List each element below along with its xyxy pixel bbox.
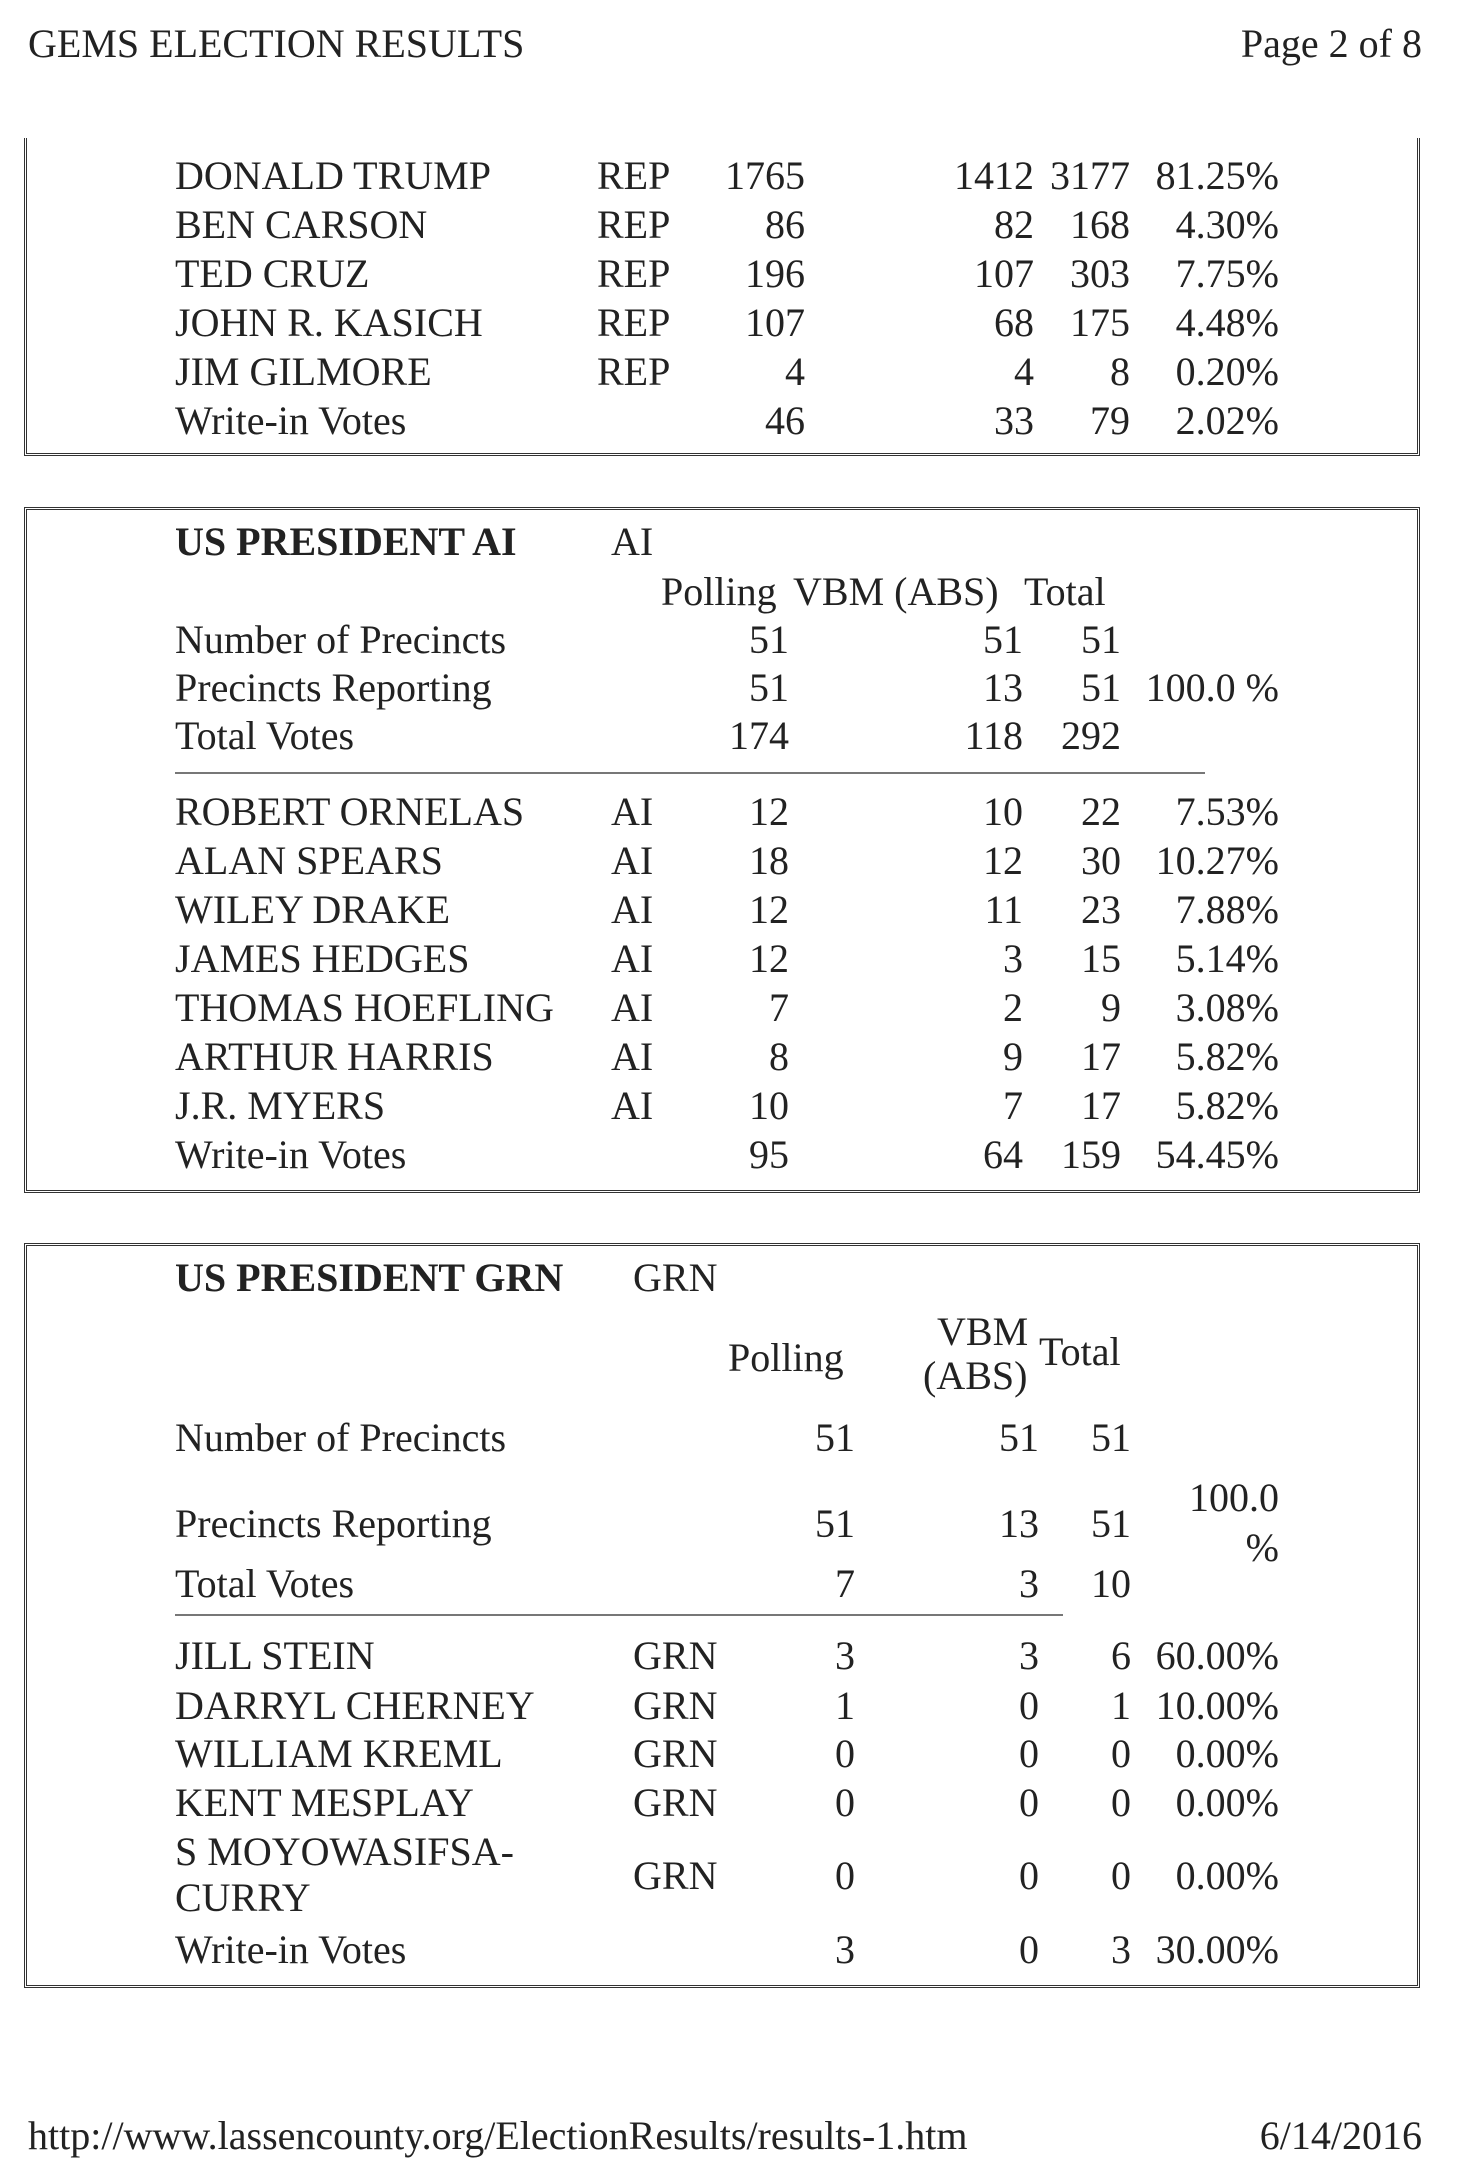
candidate-name: ROBERT ORNELAS: [175, 789, 525, 834]
candidate-party: AI: [611, 1083, 654, 1128]
stat-label: Precincts Reporting: [175, 1501, 492, 1546]
vbm-votes: 0: [1019, 1780, 1039, 1825]
table-row: [27, 1779, 1417, 1827]
total-votes: 9: [1101, 985, 1121, 1030]
vbm-votes: 33: [994, 398, 1034, 443]
rep-results-table: [24, 138, 1420, 456]
total-count: 51: [1091, 1501, 1131, 1546]
percent: 100.0 %: [1145, 665, 1279, 710]
polling-votes: 86: [765, 202, 805, 247]
total-votes: 79: [1090, 398, 1130, 443]
vote-percent: 5.82%: [1175, 1083, 1279, 1128]
candidate-name: J.R. MYERS: [175, 1083, 386, 1128]
polling-count: 51: [749, 665, 789, 710]
candidate-party: AI: [611, 838, 654, 883]
vbm-count: 51: [983, 617, 1023, 662]
polling-count: 51: [815, 1415, 855, 1460]
vbm-votes: 2: [1003, 985, 1023, 1030]
vbm-votes: 0: [1019, 1683, 1039, 1728]
polling-votes: 196: [745, 251, 805, 296]
vote-percent: 0.00%: [1175, 1731, 1279, 1776]
vote-percent: 4.48%: [1175, 300, 1279, 345]
section-party: AI: [611, 519, 654, 564]
table-row: [27, 1560, 1417, 1608]
vbm-votes: 68: [994, 300, 1034, 345]
vote-percent: 2.02%: [1175, 398, 1279, 443]
candidate-party: GRN: [633, 1683, 718, 1728]
candidate-name: WILEY DRAKE: [175, 887, 451, 932]
polling-votes: 0: [835, 1780, 855, 1825]
candidate-party: GRN: [633, 1853, 718, 1898]
candidate-party: REP: [597, 153, 671, 198]
vote-percent: 54.45%: [1155, 1132, 1279, 1177]
stat-label: Number of Precincts: [175, 617, 507, 662]
candidate-party: GRN: [633, 1633, 718, 1678]
page-header-title: GEMS ELECTION RESULTS: [28, 21, 525, 66]
candidate-party: REP: [597, 349, 671, 394]
stat-label: Total Votes: [175, 1561, 355, 1606]
vote-percent: 0.00%: [1175, 1853, 1279, 1898]
candidate-party: AI: [611, 985, 654, 1030]
polling-votes: 3: [835, 1927, 855, 1972]
vbm-votes: 11: [984, 887, 1023, 932]
total-votes: 23: [1081, 887, 1121, 932]
candidate-party: AI: [611, 1034, 654, 1079]
vote-percent: 7.53%: [1175, 789, 1279, 834]
total-votes: 168: [1070, 202, 1130, 247]
polling-votes: 95: [749, 1132, 789, 1177]
col-header-vbm: VBM: [937, 1309, 1029, 1354]
table-row: [27, 1926, 1417, 1974]
polling-votes: 3: [835, 1633, 855, 1678]
polling-votes: 12: [749, 936, 789, 981]
col-header-vbm: VBM (ABS): [793, 569, 999, 614]
polling-votes: 12: [749, 789, 789, 834]
col-header-polling: Polling: [728, 1335, 844, 1380]
vote-percent: 30.00%: [1155, 1927, 1279, 1972]
table-row: [27, 1131, 1417, 1179]
total-votes: 17: [1081, 1083, 1121, 1128]
candidate-party: AI: [611, 887, 654, 932]
candidate-name: TED CRUZ: [175, 251, 370, 296]
vbm-count: 13: [983, 665, 1023, 710]
total-votes: 3177: [1050, 153, 1130, 198]
candidate-name: JILL STEIN: [175, 1633, 375, 1678]
table-row: [27, 935, 1417, 983]
total-votes: 30: [1081, 838, 1121, 883]
candidate-name: S MOYOWASIFSA-: [175, 1829, 514, 1874]
total-votes: 0: [1111, 1731, 1131, 1776]
vbm-votes: 3: [1019, 1633, 1039, 1678]
vbm-votes: 9: [1003, 1034, 1023, 1079]
vbm-votes: 0: [1019, 1731, 1039, 1776]
vbm-votes: 10: [983, 789, 1023, 834]
polling-votes: 12: [749, 887, 789, 932]
stat-label: Total Votes: [175, 713, 355, 758]
total-votes: 0: [1111, 1853, 1131, 1898]
candidate-name: DARRYL CHERNEY: [175, 1683, 535, 1728]
total-count: 51: [1091, 1415, 1131, 1460]
vote-percent: 7.88%: [1175, 887, 1279, 932]
percent-sign: %: [1245, 1525, 1279, 1570]
vbm-votes: 0: [1019, 1927, 1039, 1972]
vote-percent: 5.82%: [1175, 1034, 1279, 1079]
page-number: Page 2 of 8: [1240, 21, 1422, 66]
polling-votes: 0: [835, 1731, 855, 1776]
table-row: [27, 152, 1417, 200]
polling-votes: 1: [835, 1683, 855, 1728]
polling-votes: 4: [785, 349, 805, 394]
table-row: [27, 1474, 1417, 1574]
candidate-name: JAMES HEDGES: [175, 936, 470, 981]
candidate-name: ALAN SPEARS: [175, 838, 443, 883]
candidate-name-line2: CURRY: [175, 1875, 311, 1920]
vote-percent: 10.00%: [1155, 1683, 1279, 1728]
candidate-party: REP: [597, 251, 671, 296]
divider-rule: [175, 772, 1205, 774]
vote-percent: 60.00%: [1155, 1633, 1279, 1678]
col-header-abs: (ABS): [923, 1353, 1028, 1398]
section-title: US PRESIDENT AI: [175, 519, 517, 564]
total-count: 10: [1091, 1561, 1131, 1606]
table-row: [27, 616, 1417, 664]
polling-count: 51: [815, 1501, 855, 1546]
candidate-name: JOHN R. KASICH: [175, 300, 483, 345]
total-count: 51: [1081, 665, 1121, 710]
vbm-votes: 107: [974, 251, 1034, 296]
candidate-party: AI: [611, 936, 654, 981]
footer-url: http://www.lassencounty.org/ElectionResults/results-1.htm: [28, 2113, 968, 2158]
polling-votes: 0: [835, 1853, 855, 1898]
stat-label: Precincts Reporting: [175, 665, 492, 710]
candidate-name: WILLIAM KREML: [175, 1731, 503, 1776]
polling-votes: 8: [769, 1034, 789, 1079]
total-count: 51: [1081, 617, 1121, 662]
grn-results-table: [24, 1243, 1420, 1988]
vbm-votes: 7: [1003, 1083, 1023, 1128]
total-count: 292: [1061, 713, 1121, 758]
total-votes: 6: [1111, 1633, 1131, 1678]
section-party: GRN: [633, 1255, 718, 1300]
candidate-name: ARTHUR HARRIS: [175, 1034, 494, 1079]
total-votes: 17: [1081, 1034, 1121, 1079]
vote-percent: 4.30%: [1175, 202, 1279, 247]
polling-votes: 7: [769, 985, 789, 1030]
table-row: [27, 984, 1417, 1032]
table-row: [27, 1682, 1417, 1730]
vote-percent: 7.75%: [1175, 251, 1279, 296]
table-row: [27, 788, 1417, 836]
divider-rule: [175, 1614, 1063, 1616]
table-row: [27, 664, 1417, 712]
polling-votes: 107: [745, 300, 805, 345]
vbm-votes: 12: [983, 838, 1023, 883]
candidate-name: Write-in Votes: [175, 398, 407, 443]
vote-percent: 3.08%: [1175, 985, 1279, 1030]
vbm-votes: 82: [994, 202, 1034, 247]
col-header-polling: Polling: [661, 569, 777, 614]
vbm-votes: 64: [983, 1132, 1023, 1177]
vote-percent: 10.27%: [1155, 838, 1279, 883]
table-row: [27, 1632, 1417, 1680]
stat-label: Number of Precincts: [175, 1415, 507, 1460]
vbm-votes: 0: [1019, 1853, 1039, 1898]
vbm-count: 118: [964, 713, 1023, 758]
percent-value: 100.0: [1189, 1475, 1279, 1520]
table-row: [27, 1082, 1417, 1130]
table-row: [27, 250, 1417, 298]
vote-percent: 0.20%: [1175, 349, 1279, 394]
table-row: [27, 299, 1417, 347]
polling-count: 7: [835, 1561, 855, 1606]
total-votes: 1: [1111, 1683, 1131, 1728]
candidate-party: REP: [597, 300, 671, 345]
total-votes: 8: [1110, 349, 1130, 394]
vbm-votes: 4: [1014, 349, 1034, 394]
candidate-name: DONALD TRUMP: [175, 153, 491, 198]
table-row: [27, 1033, 1417, 1081]
total-votes: 303: [1070, 251, 1130, 296]
candidate-name: THOMAS HOEFLING: [175, 985, 554, 1030]
candidate-name: JIM GILMORE: [175, 349, 432, 394]
table-row: [27, 348, 1417, 396]
col-header-total: Total: [1039, 1329, 1121, 1374]
candidate-party: REP: [597, 202, 671, 247]
candidate-party: AI: [611, 789, 654, 834]
footer-date: 6/14/2016: [1259, 2113, 1422, 2158]
total-votes: 3: [1111, 1927, 1131, 1972]
table-row: [27, 886, 1417, 934]
candidate-name: BEN CARSON: [175, 202, 428, 247]
vbm-count: 51: [999, 1415, 1039, 1460]
candidate-name: Write-in Votes: [175, 1927, 407, 1972]
polling-count: 51: [749, 617, 789, 662]
total-votes: 175: [1070, 300, 1130, 345]
candidate-name: KENT MESPLAY: [175, 1780, 474, 1825]
table-row: [27, 1828, 1417, 1924]
total-votes: 15: [1081, 936, 1121, 981]
section-title: US PRESIDENT GRN: [175, 1255, 564, 1300]
polling-count: 174: [729, 713, 789, 758]
polling-votes: 46: [765, 398, 805, 443]
vbm-votes: 1412: [954, 153, 1034, 198]
vbm-count: 13: [999, 1501, 1039, 1546]
vbm-votes: 3: [1003, 936, 1023, 981]
candidate-name: Write-in Votes: [175, 1132, 407, 1177]
vote-percent: 5.14%: [1175, 936, 1279, 981]
vote-percent: 81.25%: [1155, 153, 1279, 198]
total-votes: 159: [1061, 1132, 1121, 1177]
total-votes: 0: [1111, 1780, 1131, 1825]
vbm-count: 3: [1019, 1561, 1039, 1606]
polling-votes: 10: [749, 1083, 789, 1128]
candidate-party: GRN: [633, 1780, 718, 1825]
table-row: [27, 397, 1417, 445]
ai-results-table: [24, 507, 1420, 1193]
table-row: [27, 1730, 1417, 1778]
polling-votes: 18: [749, 838, 789, 883]
col-header-total: Total: [1024, 569, 1106, 614]
table-row: [27, 201, 1417, 249]
table-row: [27, 712, 1417, 760]
total-votes: 22: [1081, 789, 1121, 834]
table-row: [27, 1414, 1417, 1462]
candidate-party: GRN: [633, 1731, 718, 1776]
vote-percent: 0.00%: [1175, 1780, 1279, 1825]
polling-votes: 1765: [725, 153, 805, 198]
table-row: [27, 837, 1417, 885]
